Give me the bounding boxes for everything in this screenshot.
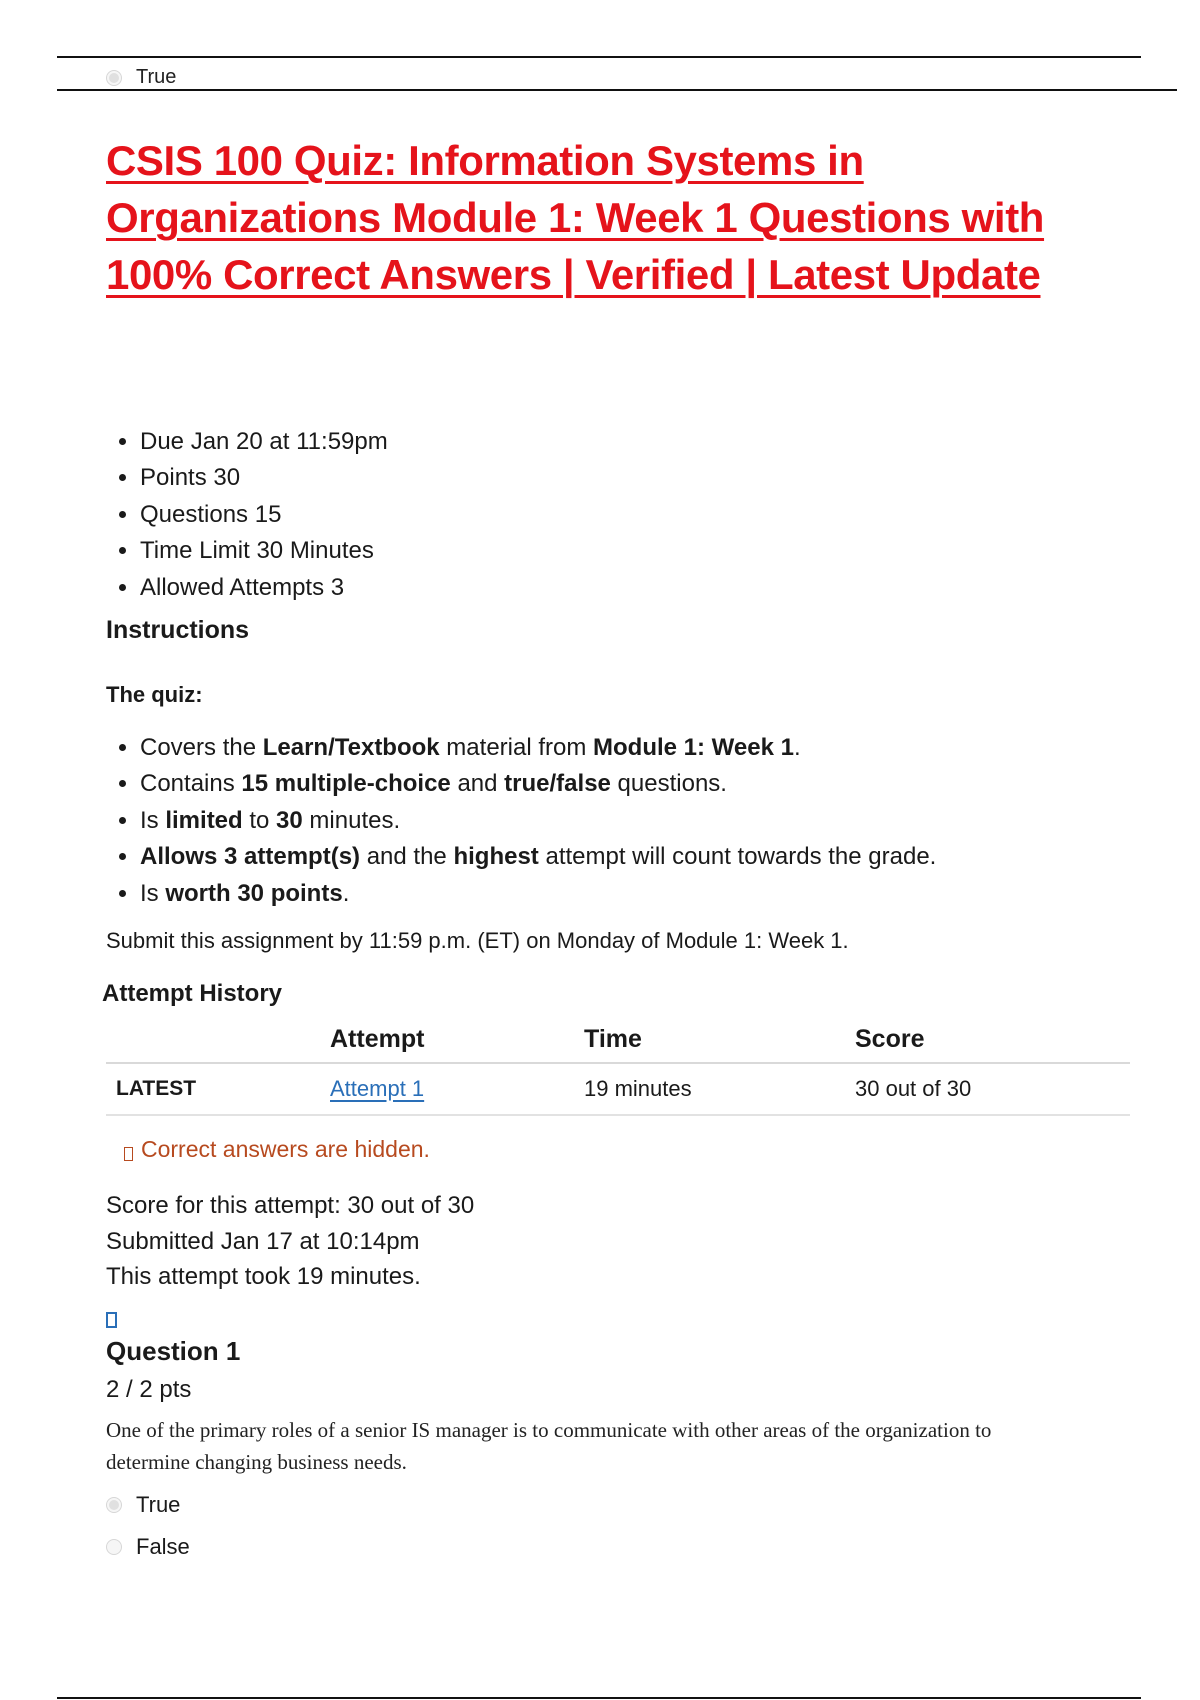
column-header-attempt: Attempt: [330, 1016, 584, 1063]
instruction-bold: 30: [276, 806, 303, 834]
attempt-link[interactable]: Attempt 1: [330, 1076, 425, 1101]
instruction-text: material from: [439, 734, 594, 761]
attempt-history-table: [106, 1016, 1130, 1116]
attempt-submitted: Submitted Jan 17 at 10:14pm: [106, 1227, 420, 1255]
instruction-text: and the: [360, 843, 454, 871]
question-title: Question 1: [106, 1336, 241, 1366]
answer-label: True: [136, 1492, 181, 1517]
instructions-heading: Instructions: [106, 616, 250, 644]
answer-option-false[interactable]: [106, 1526, 190, 1568]
answer-label: False: [136, 1534, 190, 1559]
prev-answer-label: True: [136, 66, 177, 88]
quiz-time-limit: • Time Limit 30 Minutes: [140, 533, 388, 569]
instruction-text: to: [242, 806, 277, 834]
quiz-details-list: [118, 424, 388, 606]
instruction-bold: limited: [165, 806, 243, 834]
bookmark-icon[interactable]: [106, 1312, 117, 1328]
instruction-bold: 15 multiple-choice: [241, 770, 451, 798]
question-text: One of the primary roles of a senior IS manager is to communicate with other areas of the organization to determine changing business needs.: [106, 1418, 992, 1474]
bottom-rule: [57, 1697, 1141, 1699]
instruction-text: Contains: [140, 770, 242, 798]
attempt-summary: [106, 1188, 474, 1295]
instructions-list: [118, 730, 1140, 912]
instruction-bold: Allows 3 attempt(s): [140, 843, 361, 871]
answer-option-true[interactable]: [106, 1484, 190, 1526]
radio-icon[interactable]: [106, 70, 122, 86]
quiz-due: • Due Jan 20 at 11:59pm: [140, 424, 388, 460]
attempt-score: Score for this attempt: 30 out of 30: [106, 1192, 475, 1219]
quiz-allowed-attempts: • Allowed Attempts 3: [140, 570, 388, 606]
instruction-bold: Learn/Textbook: [262, 734, 440, 761]
instruction-bold: Module 1: Week 1: [593, 734, 794, 761]
latest-label: LATEST: [106, 1063, 330, 1115]
instruction-item: [140, 730, 1140, 766]
question-points: 2 / 2 pts: [106, 1376, 192, 1403]
instruction-text: .: [793, 734, 801, 761]
prev-answer-option-true[interactable]: [106, 66, 176, 89]
instruction-bold: worth 30 points: [165, 879, 343, 907]
quiz-subheading: The quiz:: [106, 682, 203, 707]
instruction-text: .: [342, 879, 350, 907]
table-row: [106, 1063, 1130, 1115]
column-header-score: Score: [855, 1016, 1130, 1063]
attempt-history-heading: Attempt History: [102, 980, 283, 1007]
instruction-text: Covers the: [140, 734, 263, 761]
radio-icon[interactable]: [106, 1497, 122, 1513]
attempt-duration: This attempt took 19 minutes.: [106, 1263, 421, 1290]
submit-note: Submit this assignment by 11:59 p.m. (ET) on Monday of Module 1: Week 1.: [106, 928, 849, 953]
table-header-row: [106, 1016, 1130, 1063]
instruction-bold: highest: [453, 843, 539, 871]
instruction-text: attempt will count towards the grade.: [538, 843, 937, 871]
document-title[interactable]: CSIS 100 Quiz: Information Systems in Organizations Module 1: Week 1 Questions with 100% Correct Answers | Verified | Latest Update: [106, 137, 1045, 298]
instruction-item: [140, 766, 1140, 802]
quiz-points: • Points 30: [140, 460, 388, 496]
warning-icon: [124, 1147, 133, 1161]
column-header-blank: [106, 1016, 330, 1063]
top-rule: [57, 56, 1141, 58]
time-cell: 19 minutes: [584, 1063, 855, 1115]
instruction-text: and: [450, 770, 505, 798]
instruction-bold: true/false: [504, 770, 611, 798]
column-header-time: Time: [584, 1016, 855, 1063]
instruction-text: Is: [140, 879, 166, 907]
instruction-text: Is: [140, 806, 166, 834]
answer-options: [106, 1484, 190, 1568]
radio-icon[interactable]: [106, 1539, 122, 1555]
attempt-cell: [330, 1063, 584, 1115]
answers-hidden-text: Correct answers are hidden.: [141, 1136, 430, 1162]
answers-hidden-notice: [124, 1136, 430, 1163]
header-rule: [57, 89, 1177, 91]
instruction-item: [140, 803, 1140, 839]
score-cell: 30 out of 30: [855, 1063, 1130, 1115]
quiz-questions: • Questions 15: [140, 497, 388, 533]
instruction-text: minutes.: [302, 806, 401, 834]
instruction-item: [140, 876, 1140, 912]
instruction-text: questions.: [610, 770, 727, 798]
instruction-item: [140, 839, 1140, 875]
